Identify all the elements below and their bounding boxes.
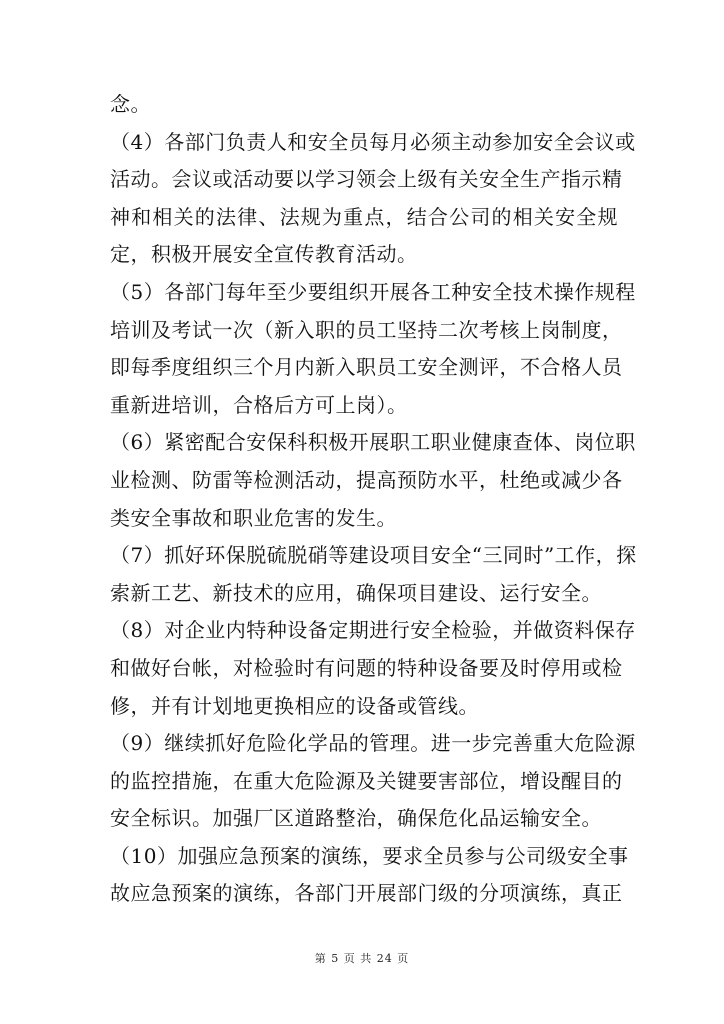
text-line: （7）抓好环保脱硫脱硝等建设项目安全“三同时”工作，探 [110, 543, 637, 568]
text-line: 即每季度组织三个月内新入职员工安全测评，不合格人员 [110, 355, 623, 380]
text-line: 定，积极开展安全宣传教育活动。 [110, 242, 418, 267]
document-body [110, 86, 637, 913]
text-line: 索新工艺、新技术的应用，确保项目建设、运行安全。 [110, 580, 602, 605]
text-line: （8）对企业内特种设备定期进行安全检验，并做资料保存 [110, 618, 636, 643]
text-line: （10）加强应急预案的演练，要求全员参与公司级安全事 [110, 843, 629, 868]
text-line: （5）各部门每年至少要组织开展各工种安全技术操作规程 [110, 279, 636, 304]
text-line: 和做好台帐，对检验时有问题的特种设备要及时停用或检 [110, 655, 623, 680]
page-number-footer: 第 5 页 共 24 页 [314, 952, 410, 965]
text-line: 修，并有计划地更换相应的设备或管线。 [110, 693, 479, 718]
text-line: 念。 [110, 92, 151, 116]
text-line: 业检测、防雷等检测活动，提高预防水平，杜绝或减少各 [110, 467, 623, 492]
text-line: 培训及考试一次（新入职的员工坚持二次考核上岗制度， [110, 317, 623, 342]
text-line: 重新进培训，合格后方可上岗）。 [110, 392, 408, 417]
text-line: 故应急预案的演练，各部门开展部门级的分项演练，真正 [110, 881, 623, 906]
text-line: 安全标识。加强厂区道路整治，确保危化品运输安全。 [110, 806, 602, 831]
text-line: （4）各部门负责人和安全员每月必须主动参加安全会议或 [110, 129, 636, 154]
text-line: 神和相关的法律、法规为重点，结合公司的相关安全规 [110, 204, 618, 229]
text-line: （6）紧密配合安保科积极开展职工职业健康查体、岗位职 [110, 430, 636, 455]
text-line: （9）继续抓好危险化学品的管理。进一步完善重大危险源 [110, 731, 636, 756]
text-line: 的监控措施，在重大危险源及关键要害部位，增设醒目的 [110, 768, 623, 793]
text-line: 活动。会议或活动要以学习领会上级有关安全生产指示精 [110, 167, 623, 192]
text-line: 类安全事故和职业危害的发生。 [110, 505, 397, 530]
